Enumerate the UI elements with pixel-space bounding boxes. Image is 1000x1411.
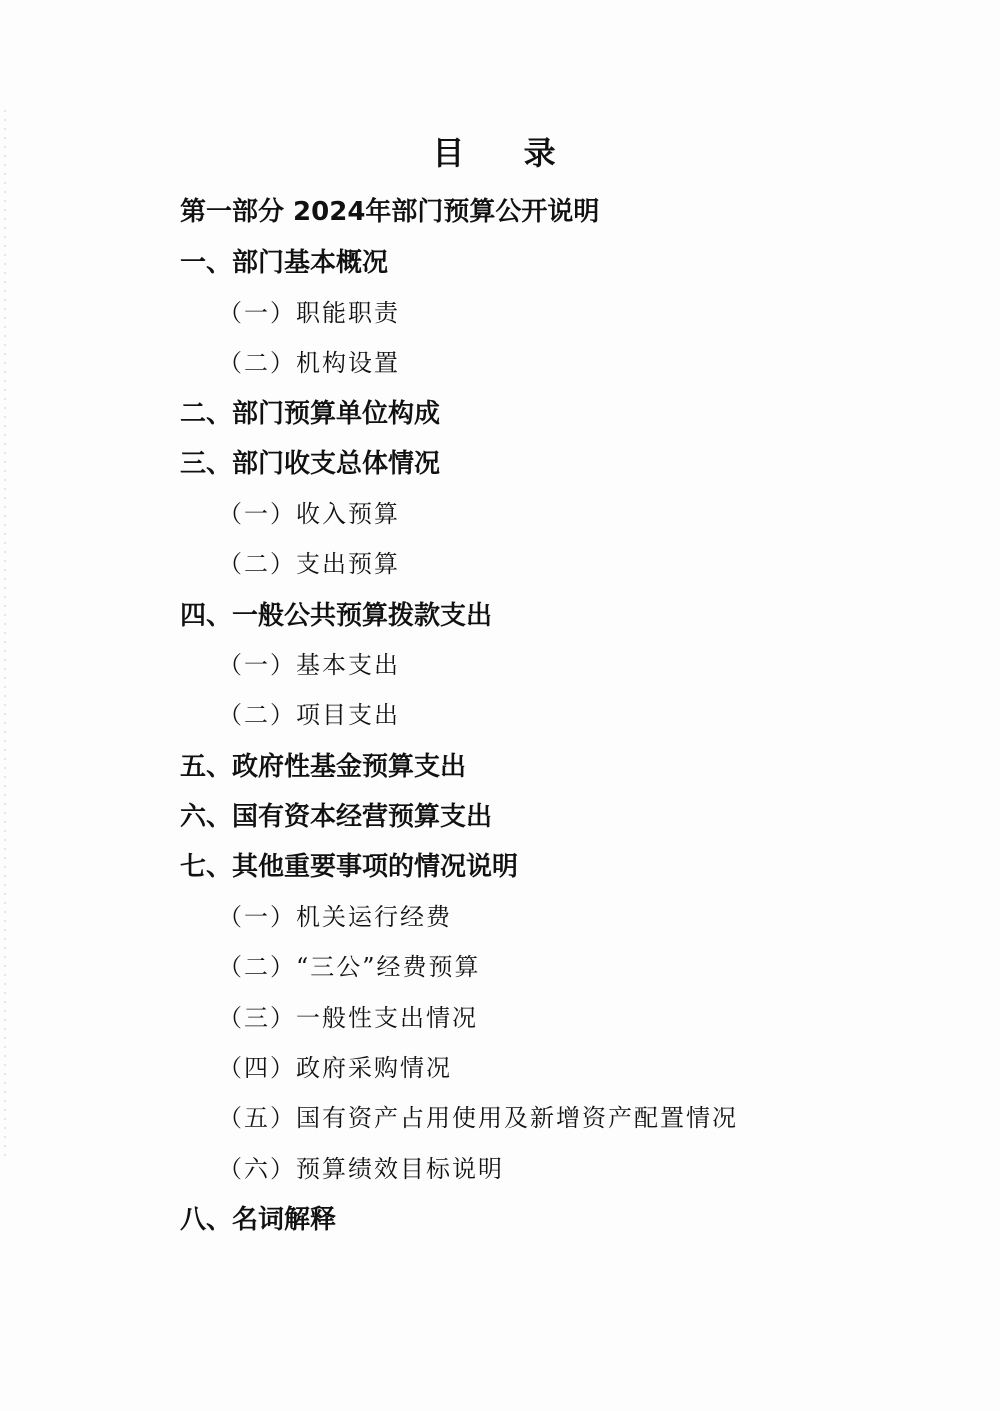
toc-entry-section-1: 一、部门基本概况 [180, 248, 389, 278]
toc-entry-section-4: 四、一般公共预算拨款支出 [180, 601, 493, 631]
toc-entry-section-1-2: （二）机构设置 [218, 349, 400, 377]
toc-entry-section-3-2: （二）支出预算 [218, 550, 400, 578]
toc-title: 目 录 [432, 134, 580, 172]
toc-entry-section-8: 八、名词解释 [180, 1205, 337, 1235]
toc-entry-section-5: 五、政府性基金预算支出 [180, 752, 467, 782]
toc-entry-section-4-2: （二）项目支出 [218, 701, 400, 729]
toc-entry-section-7-6: （六）预算绩效目标说明 [218, 1155, 504, 1183]
toc-entry-section-7-2: （二）“三公”经费预算 [218, 953, 481, 981]
toc-entry-section-7-1: （一）机关运行经费 [218, 903, 452, 931]
toc-entry-section-7-3: （三）一般性支出情况 [218, 1004, 478, 1032]
toc-entry-section-1-1: （一）职能职责 [218, 299, 400, 327]
toc-entry-section-4-1: （一）基本支出 [218, 651, 400, 679]
toc-entry-section-7-5: （五）国有资产占用使用及新增资产配置情况 [218, 1104, 738, 1132]
toc-entry-section-3-1: （一）收入预算 [218, 500, 400, 528]
toc-entry-section-3: 三、部门收支总体情况 [180, 449, 441, 479]
toc-entry-section-2: 二、部门预算单位构成 [180, 399, 441, 429]
toc-entry-section-7-4: （四）政府采购情况 [218, 1054, 452, 1082]
toc-entry-part-one: 第一部分 2024年部门预算公开说明 [180, 197, 600, 227]
toc-entry-section-6: 六、国有资本经营预算支出 [180, 802, 493, 832]
toc-entry-section-7: 七、其他重要事项的情况说明 [180, 852, 519, 882]
